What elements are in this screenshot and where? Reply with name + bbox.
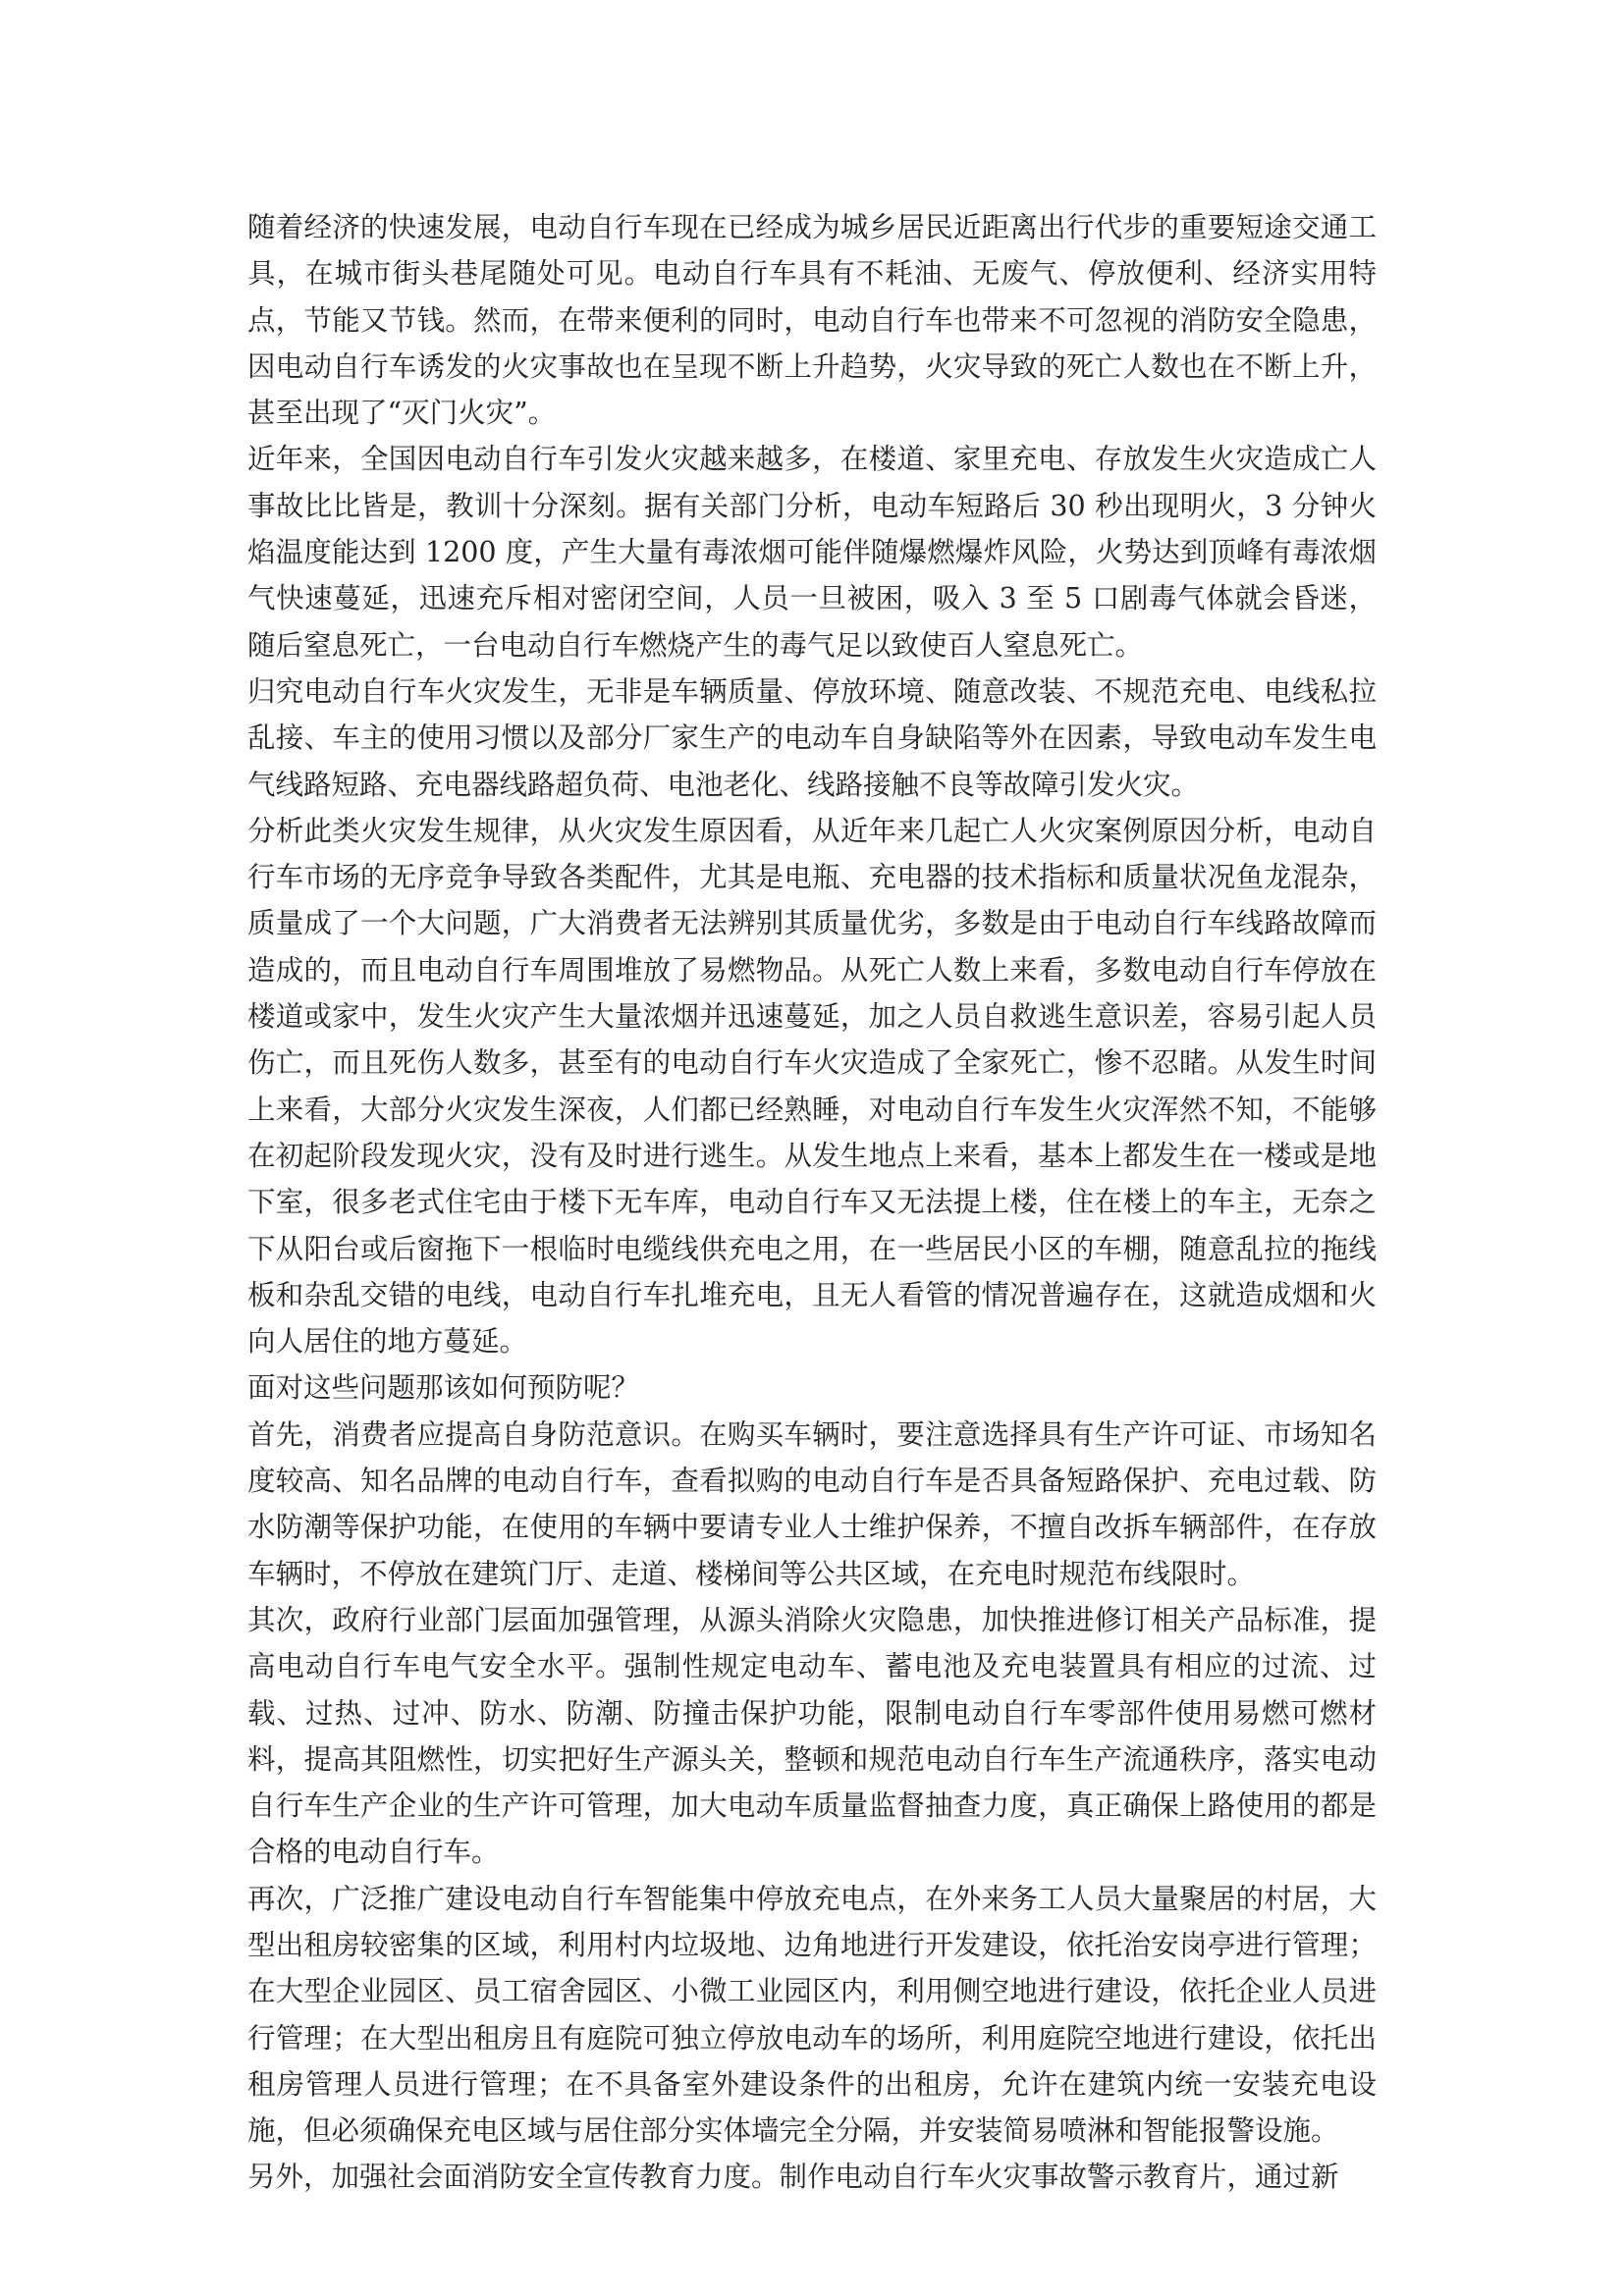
paragraph-fire-statistics: 近年来，全国因电动自行车引发火灾越来越多，在楼道、家里充电、存放发生火灾造成亡人事故比比皆是，教训十分深刻。据有关部门分析，电动车短路后 30 秒出现明火，3 分钟火焰温度能达到 1200 度，产生大量有毒浓烟可能伴随爆燃爆炸风险，火势达到顶峰有毒浓烟气快速蔓延，迅速充斥相对密闭空间，人员一旦被困，吸入 3 至 5 口剧毒气体就会昏迷，随后窒息死亡，一台电动自行车燃烧产生的毒气足以致使百人窒息死亡。	[247, 443, 1377, 662]
paragraph-further-measure: 另外，加强社会面消防安全宣传教育力度。制作电动自行车火灾事故警示教育片，通过新	[247, 2161, 1339, 2194]
paragraph-third-measure: 再次，广泛推广建设电动自行车智能集中停放充电点，在外来务工人员大量聚居的村居，大型出租房较密集的区域，利用村内垃圾地、边角地进行开发建设，依托治安岗亭进行管理；在大型企业园区、员工宿舍园区、小微工业园区内，利用侧空地进行建设，依托企业人员进行管理；在大型出租房且有庭院可独立停放电动车的场所，利用庭院空地进行建设，依托出租房管理人员进行管理；在不具备室外建设条件的出租房，允许在建筑内统一安装充电设施，但必须确保充电区域与居住部分实体墙完全分隔，并安装简易喷淋和智能报警设施。	[247, 1882, 1377, 2148]
paragraph-prevention-question: 面对这些问题那该如何预防呢？	[247, 1371, 640, 1405]
paragraph-second-measure: 其次，政府行业部门层面加强管理，从源头消除火灾隐患，加快推进修订相关产品标准，提高电动自行车电气安全水平。强制性规定电动车、蓄电池及充电装置具有相应的过流、过载、过热、过冲、防水、防潮、防撞击保护功能，限制电动自行车零部件使用易燃可燃材料，提高其阻燃性，切实把好生产源头关，整顿和规范电动自行车生产流通秩序，落实电动自行车生产企业的生产许可管理，加大电动车质量监督抽查力度，真正确保上路使用的都是合格的电动自行车。	[247, 1603, 1377, 1869]
document-body	[247, 204, 1377, 2201]
paragraph-intro: 随着经济的快速发展，电动自行车现在已经成为城乡居民近距离出行代步的重要短途交通工具，在城市街头巷尾随处可见。电动自行车具有不耗油、无废气、停放便利、经济实用特点，节能又节钱。然而，在带来便利的同时，电动自行车也带来不可忽视的消防安全隐患，因电动自行车诱发的火灾事故也在呈现不断上升趋势，火灾导致的死亡人数也在不断上升，甚至出现了“灭门火灾”。	[247, 211, 1377, 430]
paragraph-fire-patterns: 分析此类火灾发生规律，从火灾发生原因看，从近年来几起亡人火灾案例原因分析，电动自行车市场的无序竞争导致各类配件，尤其是电瓶、充电器的技术指标和质量状况鱼龙混杂，质量成了一个大问题，广大消费者无法辨别其质量优劣，多数是由于电动自行车线路故障而造成的，而且电动自行车周围堆放了易燃物品。从死亡人数上来看，多数电动自行车停放在楼道或家中，发生火灾产生大量浓烟并迅速蔓延，加之人员自救逃生意识差，容易引起人员伤亡，而且死伤人数多，甚至有的电动自行车火灾造成了全家死亡，惨不忍睹。从发生时间上来看，大部分火灾发生深夜，人们都已经熟睡，对电动自行车发生火灾浑然不知，不能够在初起阶段发现火灾，没有及时进行逃生。从发生地点上来看，基本上都发生在一楼或是地下室，很多老式住宅由于楼下无车库，电动自行车又无法提上楼，住在楼上的车主，无奈之下从阳台或后窗拖下一根临时电缆线供充电之用，在一些居民小区的车棚，随意乱拉的拖线板和杂乱交错的电线，电动自行车扎堆充电，且无人看管的情况普遍存在，这就造成烟和火向人居住的地方蔓延。	[247, 814, 1377, 1359]
paragraph-first-measure: 首先，消费者应提高自身防范意识。在购买车辆时，要注意选择具有生产许可证、市场知名度较高、知名品牌的电动自行车，查看拟购的电动自行车是否具备短路保护、充电过载、防水防潮等保护功能，在使用的车辆中要请专业人士维护保养，不擅自改拆车辆部件，在存放车辆时，不停放在建筑门厅、走道、楼梯间等公共区域，在充电时规范布线限时。	[247, 1417, 1377, 1590]
paragraph-fire-causes: 归究电动自行车火灾发生，无非是车辆质量、停放环境、随意改装、不规范充电、电线私拉乱接、车主的使用习惯以及部分厂家生产的电动车自身缺陷等外在因素，导致电动车发生电气线路短路、充电器线路超负荷、电池老化、线路接触不良等故障引发火灾。	[247, 674, 1377, 801]
